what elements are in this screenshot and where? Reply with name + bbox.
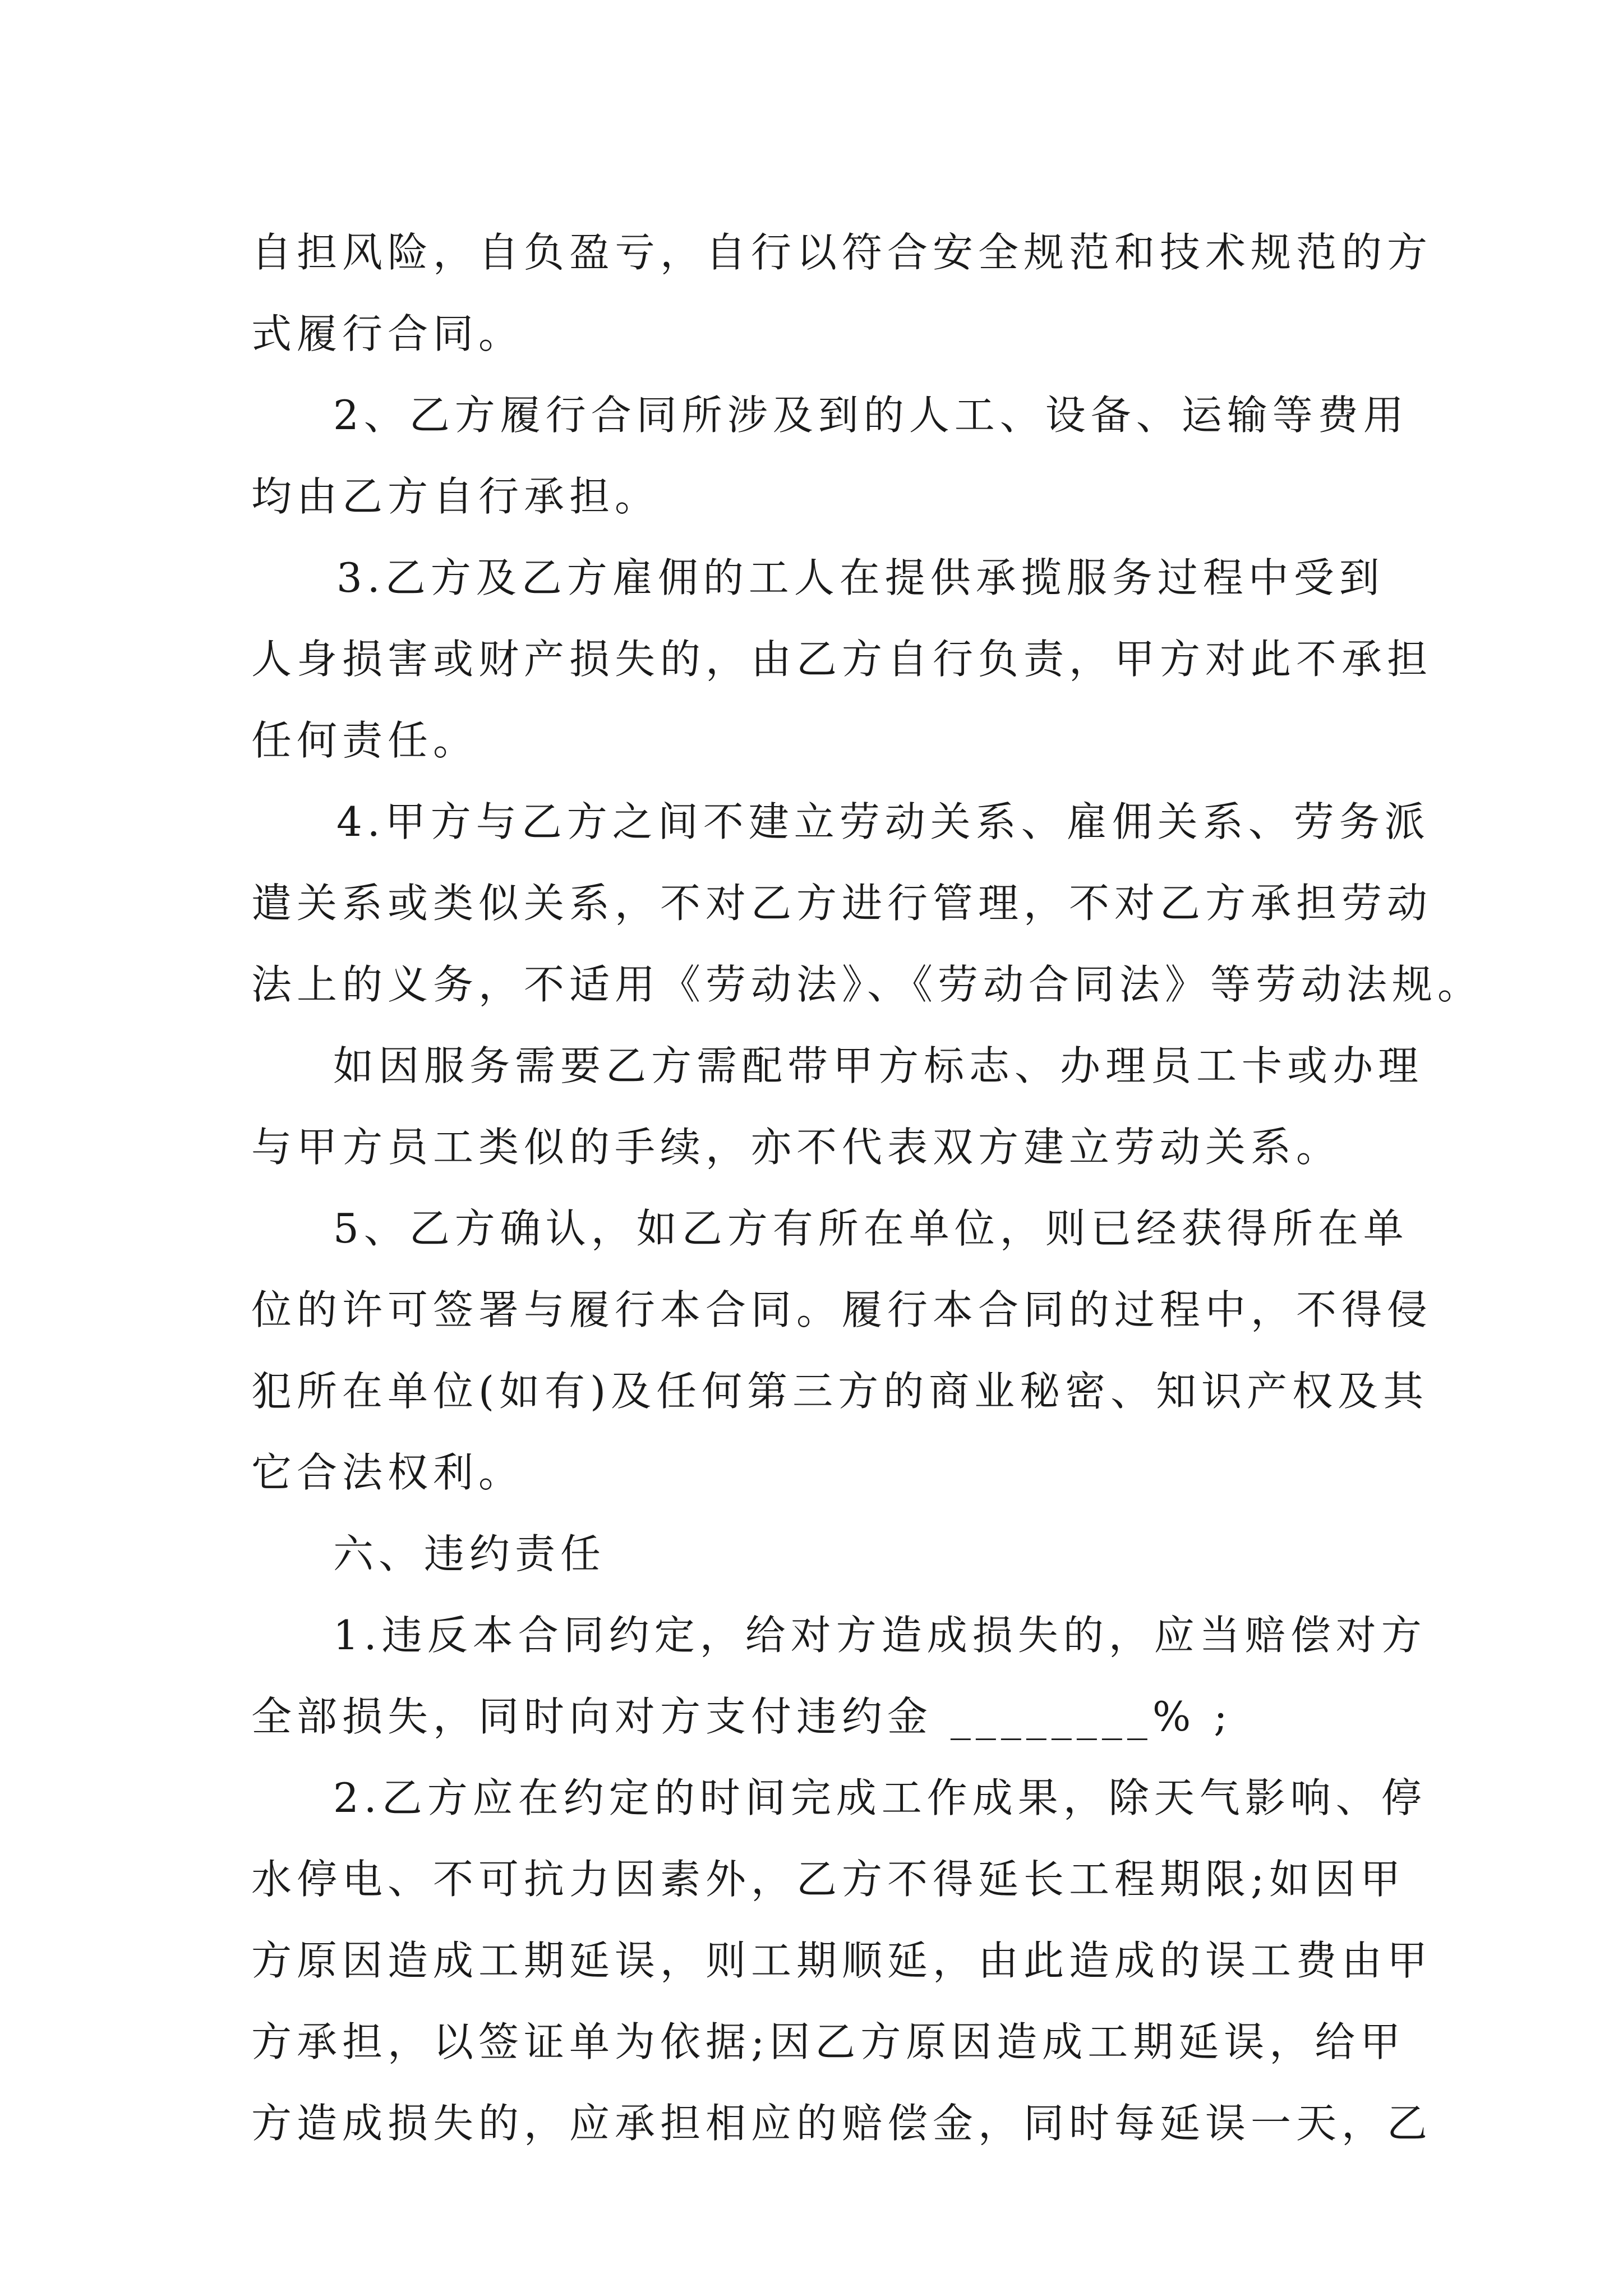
text-line: 任何责任。 — [251, 717, 479, 764]
clause-5-line: 5、乙方确认，如乙方有所在单位，则已经获得所在单 — [333, 1205, 1409, 1252]
section-heading: 六、违约责任 — [333, 1530, 606, 1577]
liability-clause-1-line: 1.违反本合同约定，给对方造成损失的，应当赔偿对方 — [333, 1612, 1427, 1659]
liability-clause-2-line: 2.乙方应在约定的时间完成工作成果，除天气影响、停 — [333, 1774, 1427, 1821]
clause-2-line: 2、乙方履行合同所涉及到的人工、设备、运输等费用 — [333, 392, 1409, 439]
text-line: 自担风险，自负盈亏，自行以符合安全规范和技术规范的方 — [251, 229, 1433, 276]
text-line: 方承担，以签证单为依据;因乙方原因造成工期延误，给甲 — [251, 2018, 1406, 2065]
clause-4-line: 4.甲方与乙方之间不建立劳动关系、雇佣关系、劳务派 — [336, 798, 1430, 845]
contract-text — [251, 212, 1483, 2164]
text-line: 全部损失，同时向对方支付违约金 ________% ; — [251, 1693, 1233, 1740]
clause-3-line: 3.乙方及乙方雇佣的工人在提供承揽服务过程中受到 — [336, 554, 1385, 601]
text-line: 人身损害或财产损失的，由乙方自行负责，甲方对此不承担 — [251, 636, 1433, 683]
text-line: 与甲方员工类似的手续，亦不代表双方建立劳动关系。 — [251, 1124, 1342, 1171]
text-line: 方造成损失的，应承担相应的赔偿金，同时每延误一天，乙 — [251, 2100, 1433, 2147]
paragraph-line: 如因服务需要乙方需配带甲方标志、办理员工卡或办理 — [333, 1042, 1424, 1089]
text-line: 它合法权利。 — [251, 1449, 524, 1496]
text-line: 方原因造成工期延误，则工期顺延，由此造成的误工费由甲 — [251, 1937, 1433, 1984]
text-line: 水停电、不可抗力因素外，乙方不得延长工程期限;如因甲 — [251, 1856, 1406, 1903]
text-line: 式履行合同。 — [251, 310, 524, 357]
text-line: 位的许可签署与履行本合同。履行本合同的过程中，不得侵 — [251, 1286, 1433, 1333]
text-line: 遣关系或类似关系，不对乙方进行管理，不对乙方承担劳动 — [251, 880, 1433, 927]
text-line: 法上的义务，不适用《劳动法》、《劳动合同法》等劳动法规。 — [251, 961, 1483, 1008]
text-line: 犯所在单位(如有)及任何第三方的商业秘密、知识产权及其 — [251, 1368, 1429, 1415]
text-line: 均由乙方自行承担。 — [251, 473, 661, 520]
